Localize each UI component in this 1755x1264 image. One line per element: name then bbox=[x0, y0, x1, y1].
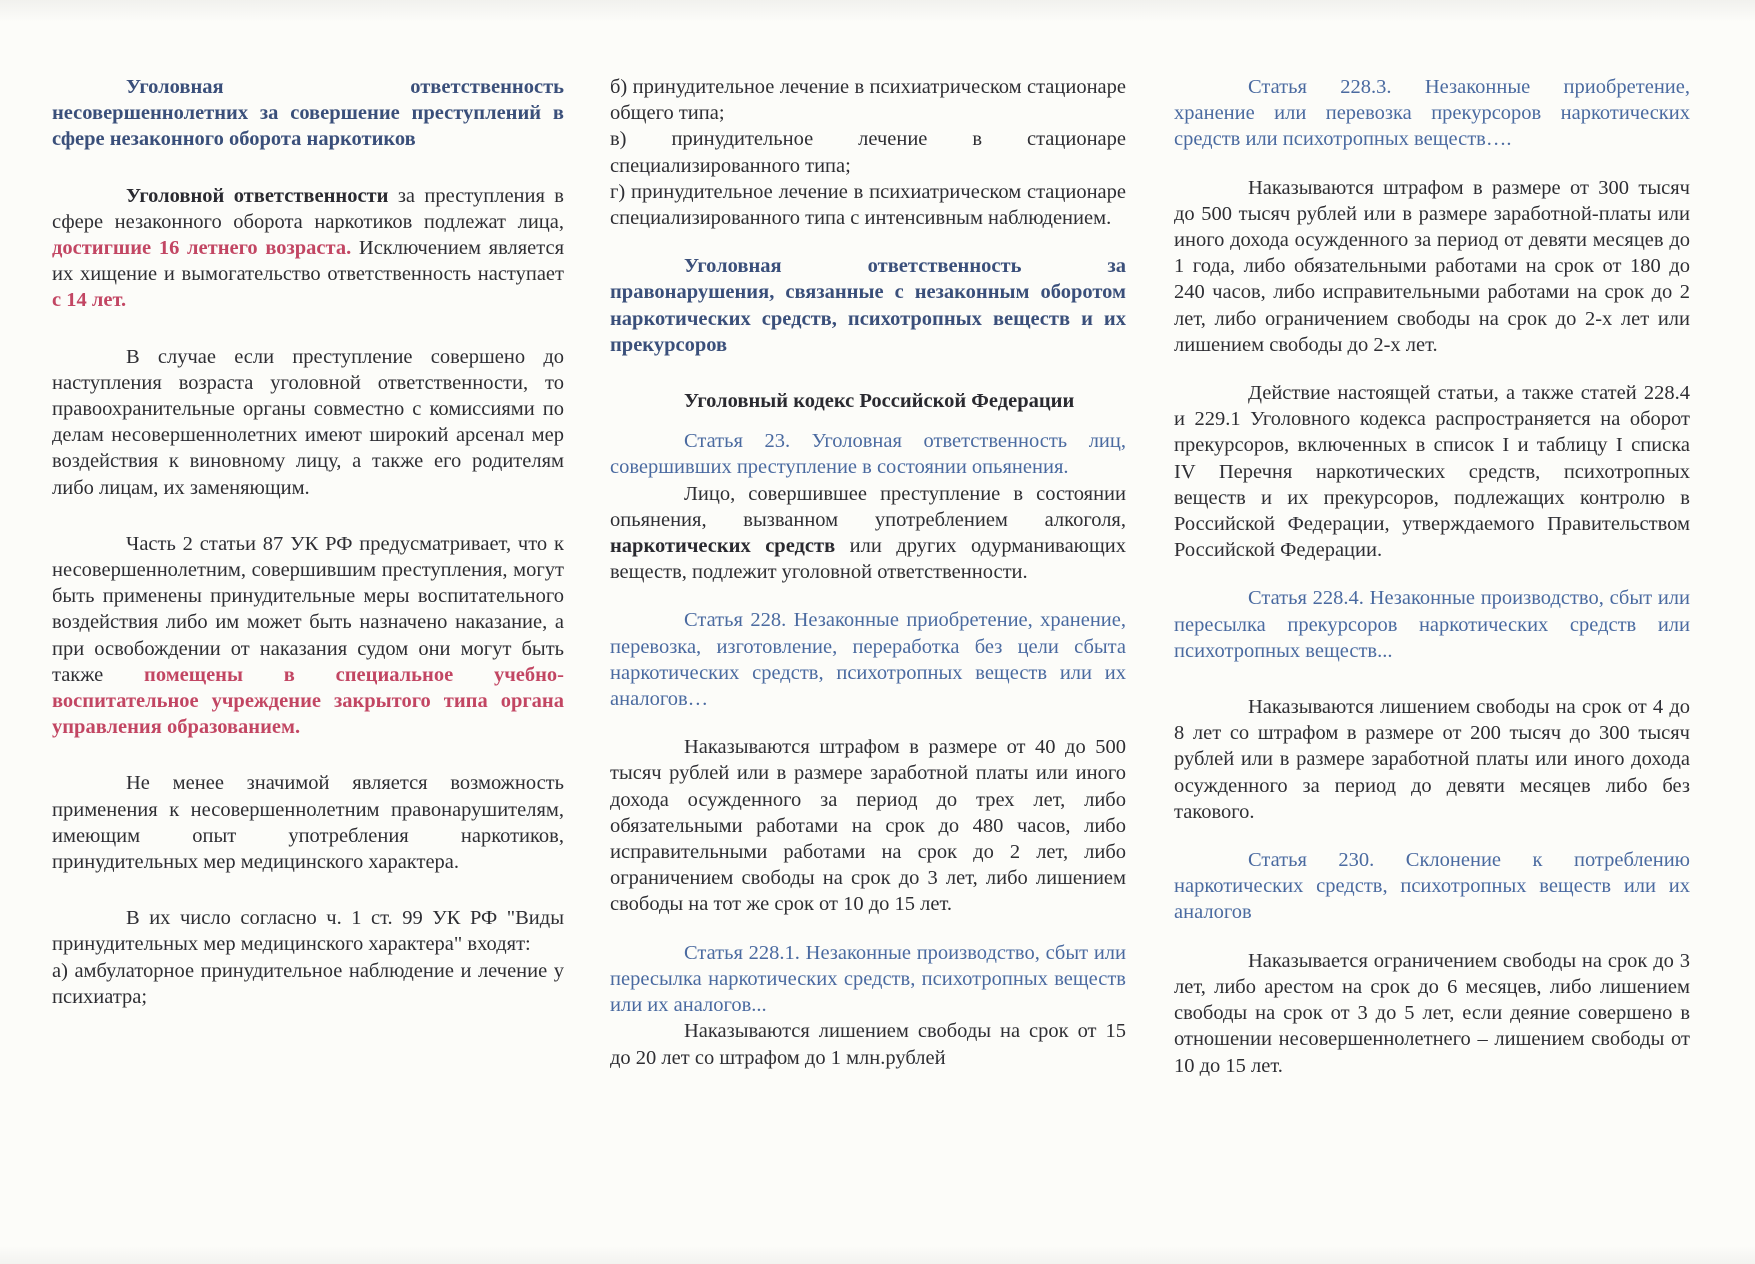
article-228-text: Наказываются штрафом в размере от 40 до 500 тысяч рублей или в размере заработной платы или иного дохода осужденного за период до трех лет, либо обязательными работами на срок до 480 часов, либо исправительными работами на срок до 2 лет, либо ограничением свободы на срок до 3 лет, либо лишением свободы на тот же срок от 10 до 15 лет. bbox=[610, 736, 1126, 916]
article-99-paragraph: В их число согласно ч. 1 ст. 99 УК РФ "Виды принудительных мер медицинского характера" входят: bbox=[52, 907, 564, 956]
article-87-paragraph bbox=[52, 531, 564, 741]
column-3 bbox=[1174, 74, 1690, 1079]
precursor-scope-paragraph: Действие настоящей статьи, а также статей 228.4 и 229.1 Уголовного кодекса распространяется на оборот прекурсоров, включенных в список I и таблицу I списка IV Перечня наркотических средств, психотропных веществ и их прекурсоров, подлежащих контролю в Российской Федерации, утверждаемого Правительством Российской Федерации. bbox=[1174, 382, 1690, 562]
age-16-highlight: достигшие 16 летнего возраста. bbox=[52, 237, 352, 260]
liability-text-a: за преступления в сфере незаконного оборота наркотиков подлежат лица, bbox=[52, 184, 564, 233]
narcotics-bold: наркотических средств bbox=[610, 535, 836, 558]
age-liability-paragraph bbox=[52, 183, 564, 314]
age-14-highlight: с 14 лет. bbox=[52, 289, 127, 312]
article-23-text-a: Лицо, совершившее преступление в состоянии опьянения, вызванном употреблением алкоголя, bbox=[610, 482, 1126, 531]
liability-bold: Уголовной ответственности bbox=[126, 184, 389, 207]
article-228-3-text: Наказываются штрафом в размере от 300 тысяч до 500 тысяч рублей или в размере заработной-платы или иного дохода осужденного за период от девяти месяцев до 1 года, либо обязательными работами на срок от 180 до 240 часов, либо исправительными работами на срок до 2 лет, либо ограничением свободы на срок до 2-х лет или лишением свободы до 2-х лет. bbox=[1174, 176, 1690, 356]
article-228-1-heading: Статья 228.1. Незаконные производство, сбыт или пересылка наркотических средств, психотропных веществ или их аналогов... bbox=[610, 941, 1126, 1017]
article-230-text: Наказывается ограничением свободы на срок до 3 лет, либо арестом на срок до 6 месяцев, либо лишением свободы на срок от 3 до 5 лет, если деяние совершено в отношении несовершеннолетнего – лишением свободы от 10 до 15 лет. bbox=[1174, 949, 1690, 1077]
measure-item-c: в) принудительное лечение в стационаре специализированного типа; bbox=[610, 128, 1126, 177]
leaflet-title: Уголовная ответственность несовершеннолетних за совершение преступлений в сфере незаконного оборота наркотиков bbox=[52, 76, 564, 151]
scan-edge-top bbox=[0, 0, 1755, 22]
column-2 bbox=[610, 74, 1126, 1071]
special-institution-highlight: помещены в специальное учебно-воспитательное учреждение закрытого типа органа управления образованием. bbox=[52, 663, 565, 739]
column-1 bbox=[52, 74, 564, 1010]
measure-item-a: а) амбулаторное принудительное наблюдение и лечение у психиатра; bbox=[52, 959, 564, 1008]
below-age-paragraph: В случае если преступление совершено до наступления возраста уголовной ответственности, то правоохранительные органы совместно с комиссиями по делам несовершеннолетних имеют широкий арсенал мер воздействия к виновному лицу, а также его родителям либо лицам, их заменяющим. bbox=[52, 345, 564, 499]
scan-edge-bottom bbox=[0, 1246, 1755, 1264]
article-228-heading: Статья 228. Незаконные приобретение, хранение, перевозка, изготовление, переработка без цели сбыта наркотических средств, психотропных веществ или их аналогов… bbox=[610, 609, 1126, 711]
liability-text-b: Исключением является их хищение и вымогательство ответственность наступает bbox=[52, 237, 564, 286]
criminal-code-heading: Уголовный кодекс Российской Федерации bbox=[684, 390, 1075, 413]
article-228-4-heading: Статья 228.4. Незаконные производство, сбыт или пересылка прекурсоров наркотических средств или психотропных веществ... bbox=[1174, 587, 1690, 662]
article-23-text-b: или других одурманивающих веществ, подлежит уголовной ответственности. bbox=[610, 535, 1126, 584]
article-230-heading: Статья 230. Склонение к потреблению наркотических средств, психотропных веществ или их аналогов bbox=[1174, 849, 1690, 924]
medical-measures-paragraph: Не менее значимой является возможность применения к несовершеннолетним правонарушителям, имеющим опыт употребления наркотиков, принудительных мер медицинского характера. bbox=[52, 772, 564, 874]
article-228-1-text: Наказываются лишением свободы на срок от 15 до 20 лет со штрафом до 1 млн.рублей bbox=[610, 1020, 1126, 1069]
section-heading: Уголовная ответственность за правонарушения, связанные с незаконным оборотом наркотических средств, психотропных веществ и их прекурсоров bbox=[610, 255, 1126, 356]
measure-item-b: б) принудительное лечение в психиатрическом стационаре общего типа; bbox=[610, 76, 1126, 125]
article-87-text: Часть 2 статьи 87 УК РФ предусматривает, что к несовершеннолетним, совершившим преступления, могут быть применены принудительные меры воспитательного воздействия либо им может быть назначено наказание, а при освобождении от наказания судом они могут быть также bbox=[52, 532, 564, 686]
article-23-heading: Статья 23. Уголовная ответственность лиц, совершивших преступление в состоянии опьянения. bbox=[610, 430, 1126, 479]
measure-item-d: г) принудительное лечение в психиатрическом стационаре специализированного типа с интенсивным наблюдением. bbox=[610, 180, 1126, 230]
article-23-text bbox=[610, 481, 1126, 586]
article-228-4-text: Наказываются лишением свободы на срок от 4 до 8 лет со штрафом в размере от 200 тысяч до 300 тысяч рублей или в размере заработной платы или иного дохода осужденного за период до девяти месяцев либо без такового. bbox=[1174, 696, 1690, 823]
article-228-3-heading: Статья 228.3. Незаконные приобретение, хранение или перевозка прекурсоров наркотических средств или психотропных веществ…. bbox=[1174, 76, 1690, 151]
